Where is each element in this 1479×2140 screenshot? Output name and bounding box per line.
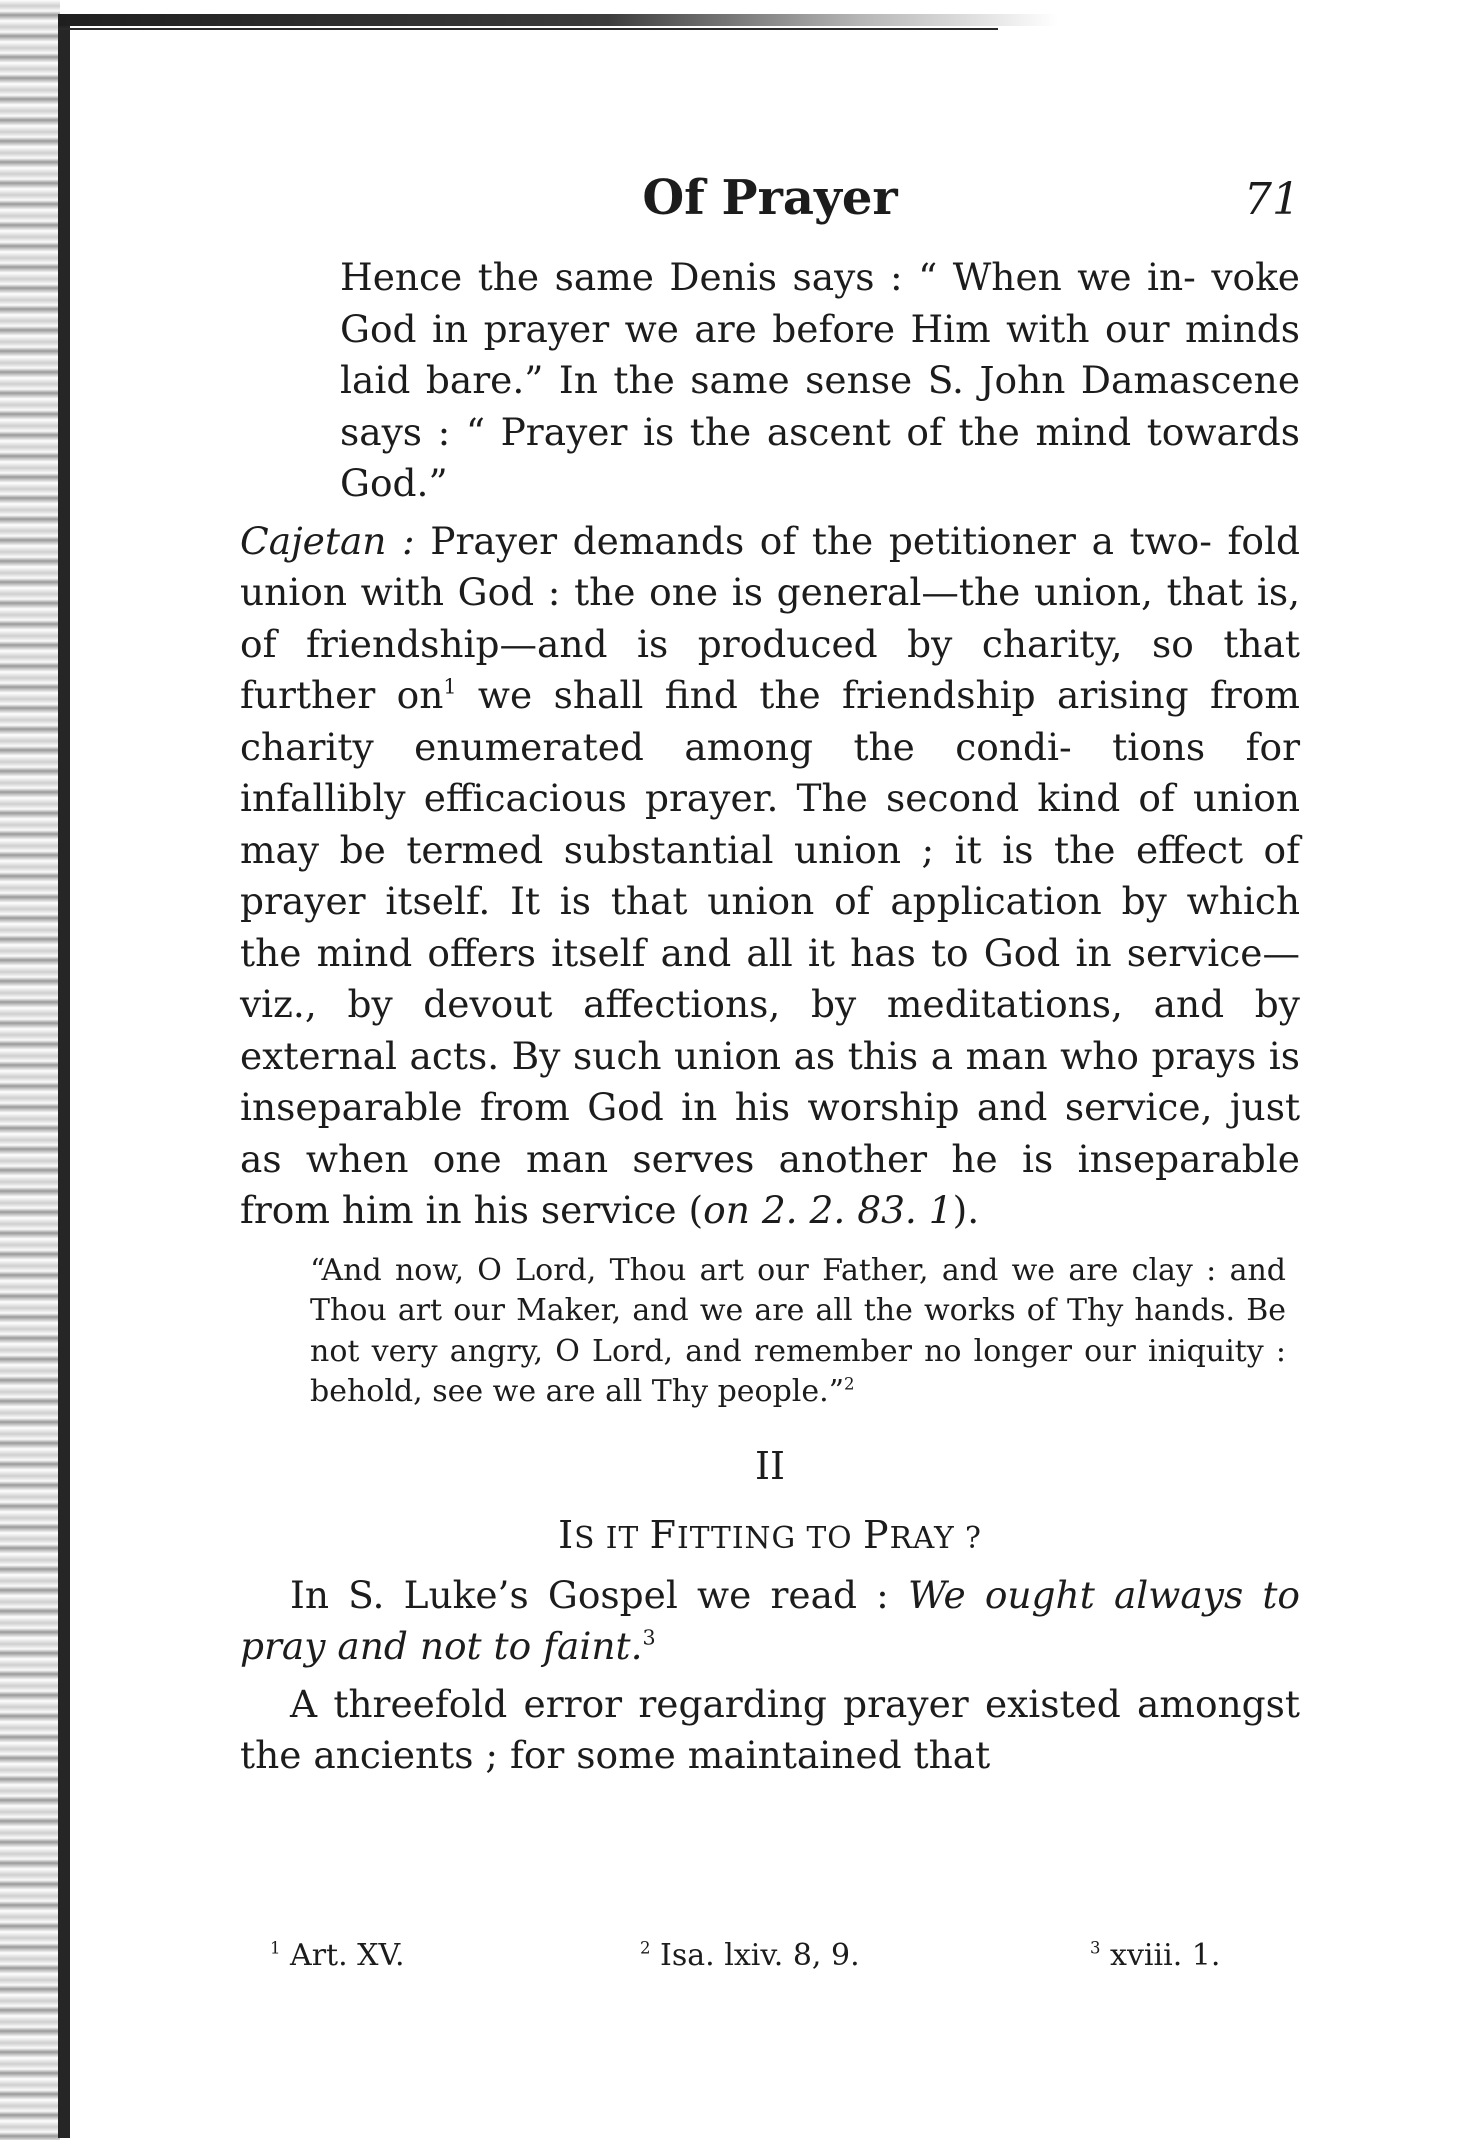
title-smallcaps: S IT — [574, 1520, 650, 1555]
denis-damascene-paragraph — [240, 252, 1300, 510]
text-line: fold union with God : the one is general—the union, — [240, 518, 1300, 614]
text-line: is the effect of prayer itself. It is that union of — [240, 827, 1301, 923]
text-line: S. John Damascene says : “ Prayer is the — [340, 358, 1301, 454]
title-smallcaps: ITTING TO — [677, 1520, 863, 1555]
running-head-title: Of Prayer — [642, 170, 898, 226]
quote-line: Lord, and remember no longer our iniquity : behold, — [310, 1333, 1286, 1409]
quote-line: the works of Thy hands. Be not very angry, O — [310, 1293, 1286, 1369]
running-head — [240, 170, 1300, 240]
footnote-1 — [270, 1938, 405, 1973]
text-line: voke God in prayer we are before Him with — [340, 255, 1300, 351]
text-line: Prayer demands of the petitioner a two- — [430, 518, 1212, 563]
text-line: our minds laid bare.” In the same sense — [340, 306, 1301, 402]
footnote-ref-2: 2 — [844, 1374, 855, 1394]
footnote-ref-3: 3 — [642, 1625, 656, 1650]
book-spine-shadow — [0, 0, 60, 2140]
footnote-text: Isa. lxiv. 8, 9. — [660, 1938, 860, 1973]
text-line: kind of union may be termed substantial union ; it — [240, 776, 1301, 872]
text-line: that is, of friendship—and is produced by charity, — [240, 570, 1301, 666]
quote-line: “And now, O Lord, Thou art our Father, and we — [310, 1252, 1056, 1288]
cajetan-paragraph — [240, 516, 1300, 1237]
footnote-2 — [640, 1938, 860, 1973]
section-title — [240, 1510, 1300, 1564]
text-line: ascent of the mind towards God.” — [340, 409, 1301, 505]
footnotes — [270, 1938, 1270, 1988]
title-smallcaps: RAY ? — [889, 1520, 982, 1555]
top-rule — [58, 28, 998, 30]
text-line: so that further on — [240, 621, 1300, 717]
text-line: by meditations, and by external acts. By such — [240, 982, 1300, 1078]
text-line: application by which the mind offers itself and all — [240, 879, 1300, 975]
title-cap: F — [649, 1513, 678, 1557]
text-line: his service ( — [473, 1188, 704, 1232]
text-line: we shall find the friendship — [477, 673, 1036, 717]
page-body — [240, 252, 1300, 1782]
footnote-text: xviii. 1. — [1110, 1938, 1221, 1973]
quote-line: are clay : and Thou art our Maker, and we are all — [310, 1252, 1287, 1328]
footnote-text: Art. XV. — [290, 1938, 405, 1973]
text-line: In S. Luke’s Gospel we read : — [290, 1572, 908, 1617]
text-line: union as this a man who prays is inseparable from — [240, 1033, 1300, 1129]
footnote-mark: 1 — [270, 1938, 281, 1958]
text-line: ). — [952, 1188, 980, 1232]
text-line: Hence the same Denis says : “ When we in- — [340, 255, 1196, 299]
section-number: II — [754, 1443, 786, 1488]
footnote-3 — [1090, 1938, 1220, 1973]
footnote-mark: 3 — [1090, 1938, 1101, 1958]
text-line: tions for infallibly efficacious prayer. The second — [240, 724, 1300, 820]
cajetan-label: Cajetan : — [240, 518, 415, 563]
gospel-quote: We ought always to pray and not to faint. — [240, 1572, 1301, 1668]
luke-paragraph — [240, 1570, 1300, 1673]
title-cap: P — [863, 1513, 890, 1557]
footnote-ref-1: 1 — [443, 674, 457, 699]
page-top-edge — [58, 14, 1058, 26]
text-line: it has to God in service—viz., by devout affections, — [240, 930, 1300, 1026]
isaiah-quote — [310, 1251, 1286, 1413]
quote-line: see we are all Thy people.” — [432, 1374, 845, 1409]
text-line: man serves another he is inseparable from him in — [240, 1136, 1300, 1232]
page-number: 71 — [1244, 174, 1300, 225]
text-line: arising from charity enumerated among the condi- — [240, 673, 1300, 769]
threefold-error-paragraph: A threefold error regarding prayer existed amongst the ancients ; for some maintained that — [240, 1681, 1300, 1777]
footnote-mark: 2 — [640, 1938, 651, 1958]
summa-citation: on 2. 2. 83. 1 — [703, 1188, 953, 1232]
title-cap: I — [558, 1513, 575, 1557]
gutter-edge — [58, 18, 70, 2138]
text-line: God in his worship and service, just as when one — [240, 1085, 1301, 1181]
